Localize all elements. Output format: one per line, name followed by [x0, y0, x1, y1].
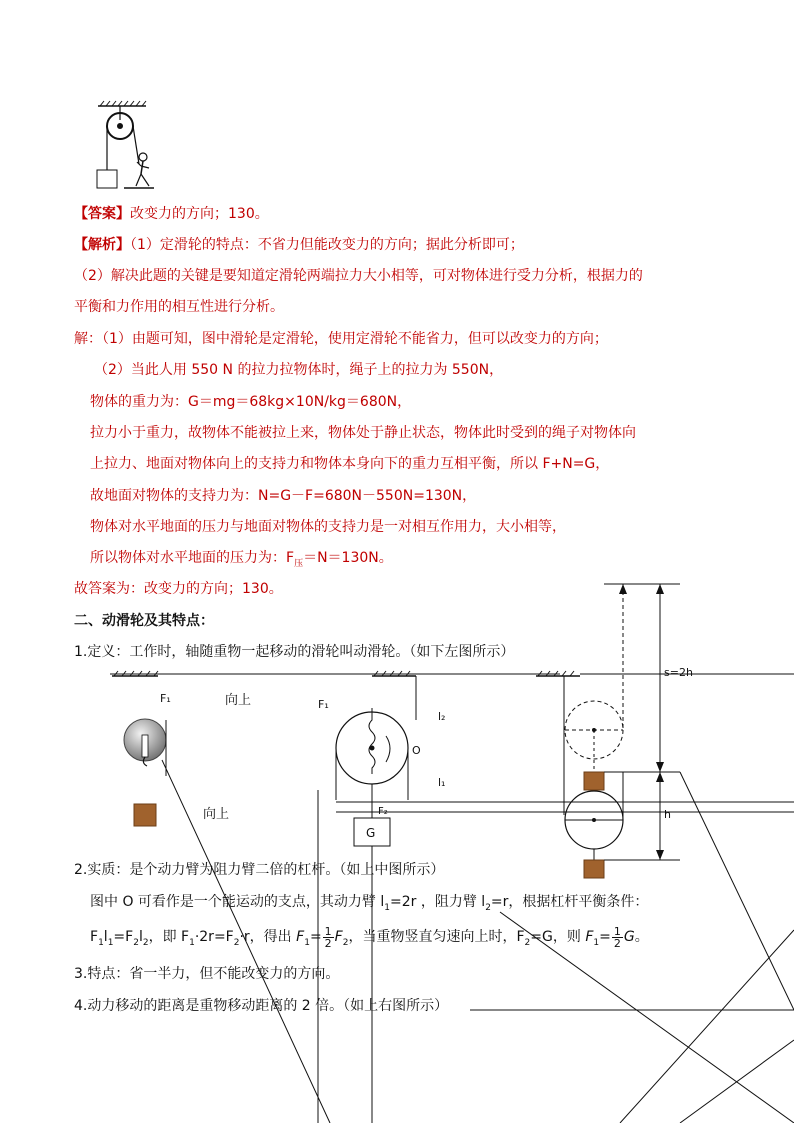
- solution-line-8: 所以物体对水平地面的压力为：$F_压=N=130N$。: [90, 550, 393, 569]
- solution-line-5: 上拉力、地面对物体向上的支持力和物体本身向下的重力互相平衡，所以 F+N=G，: [90, 456, 610, 472]
- analysis-tag: 【解析】: [74, 237, 130, 253]
- answer-tag: 【答案】: [74, 206, 130, 222]
- mid-o-label: O: [412, 744, 421, 757]
- solution-line-3: 物体的重力为：G＝mg＝68kg×10N/kg＝680N，: [90, 394, 412, 410]
- solution-line-2: （2）当此人用 550 N 的拉力拉物体时，绳子上的拉力为 550N，: [94, 362, 504, 378]
- right-s-label: s=2h: [664, 666, 693, 679]
- right-h-label: h: [664, 808, 671, 821]
- solution-line-7: 物体对水平地面的压力与地面对物体的支持力是一对相互作用力，大小相等，: [90, 519, 566, 535]
- mid-g-label: G: [366, 826, 376, 840]
- distance-line: 4.动力移动的距离是重物移动距离的 2 倍。（如上右图所示）: [74, 998, 449, 1014]
- left-up-label-1: 向上: [225, 693, 252, 708]
- essence-line: 2.实质：是个动力臂为阻力臂二倍的杠杆。（如上中图所示）: [74, 862, 445, 878]
- section-heading: 二、动滑轮及其特点：: [74, 613, 214, 629]
- mid-f2-label: F₂: [378, 806, 388, 817]
- solution-line-4: 拉力小于重力，故物体不能被拉上来，物体处于静止状态，物体此时受到的绳子对物体向: [90, 425, 636, 441]
- mid-l2-label: l₂: [438, 710, 446, 723]
- analysis-line-3: 平衡和力作用的相互性进行分析。: [74, 299, 284, 315]
- solution-line-1: 解：（1）由题可知，图中滑轮是定滑轮，使用定滑轮不能省力，但可以改变力的方向；: [74, 331, 608, 347]
- fraction-half-2: $\frac{1}{2}$: [613, 924, 621, 950]
- mid-f1-label: F₁: [318, 698, 329, 711]
- left-up-label-2: 向上: [203, 807, 230, 822]
- example-line: 图中 O 可看作是一个能运动的支点，其动力臂 $l_1=2r$ ，阻力臂 $l_2=r$，根据杠杆平衡条件：: [90, 894, 649, 913]
- solution-line-9: 故答案为：改变力的方向；130。: [74, 581, 283, 597]
- mid-l1-label: l₁: [438, 776, 446, 789]
- analysis-line-2: （2）解决此题的关键是要知道定滑轮两端拉力大小相等，可对物体进行受力分析，根据力的: [74, 268, 643, 284]
- answer-text: 改变力的方向；130。: [130, 206, 269, 222]
- fraction-half-1: $\frac{1}{2}$: [324, 924, 332, 950]
- solution-line-6: 故地面对物体的支持力为：N=G－F=680N－550N=130N，: [90, 488, 477, 504]
- left-f1-label: F₁: [160, 692, 171, 705]
- feature-line: 3.特点：省一半力，但不能改变力的方向。: [74, 966, 340, 982]
- formula-line: $F_1l_1=F_2l_2$，即 $F_1\cdot 2r=F_2\cdot r$，得出 $F_1=$ $\frac{1}{2}$ $F_2$，当重物竖直匀速向上时，$F_2=G$，则 $F_1=$ $\frac{1}{2}$ G。: [90, 924, 649, 950]
- section-definition: 1.定义：工作时，轴随重物一起移动的滑轮叫动滑轮。（如下左图所示）: [74, 644, 515, 660]
- analysis-p1: （1）定滑轮的特点：不省力但能改变力的方向；据此分析即可；: [130, 237, 524, 253]
